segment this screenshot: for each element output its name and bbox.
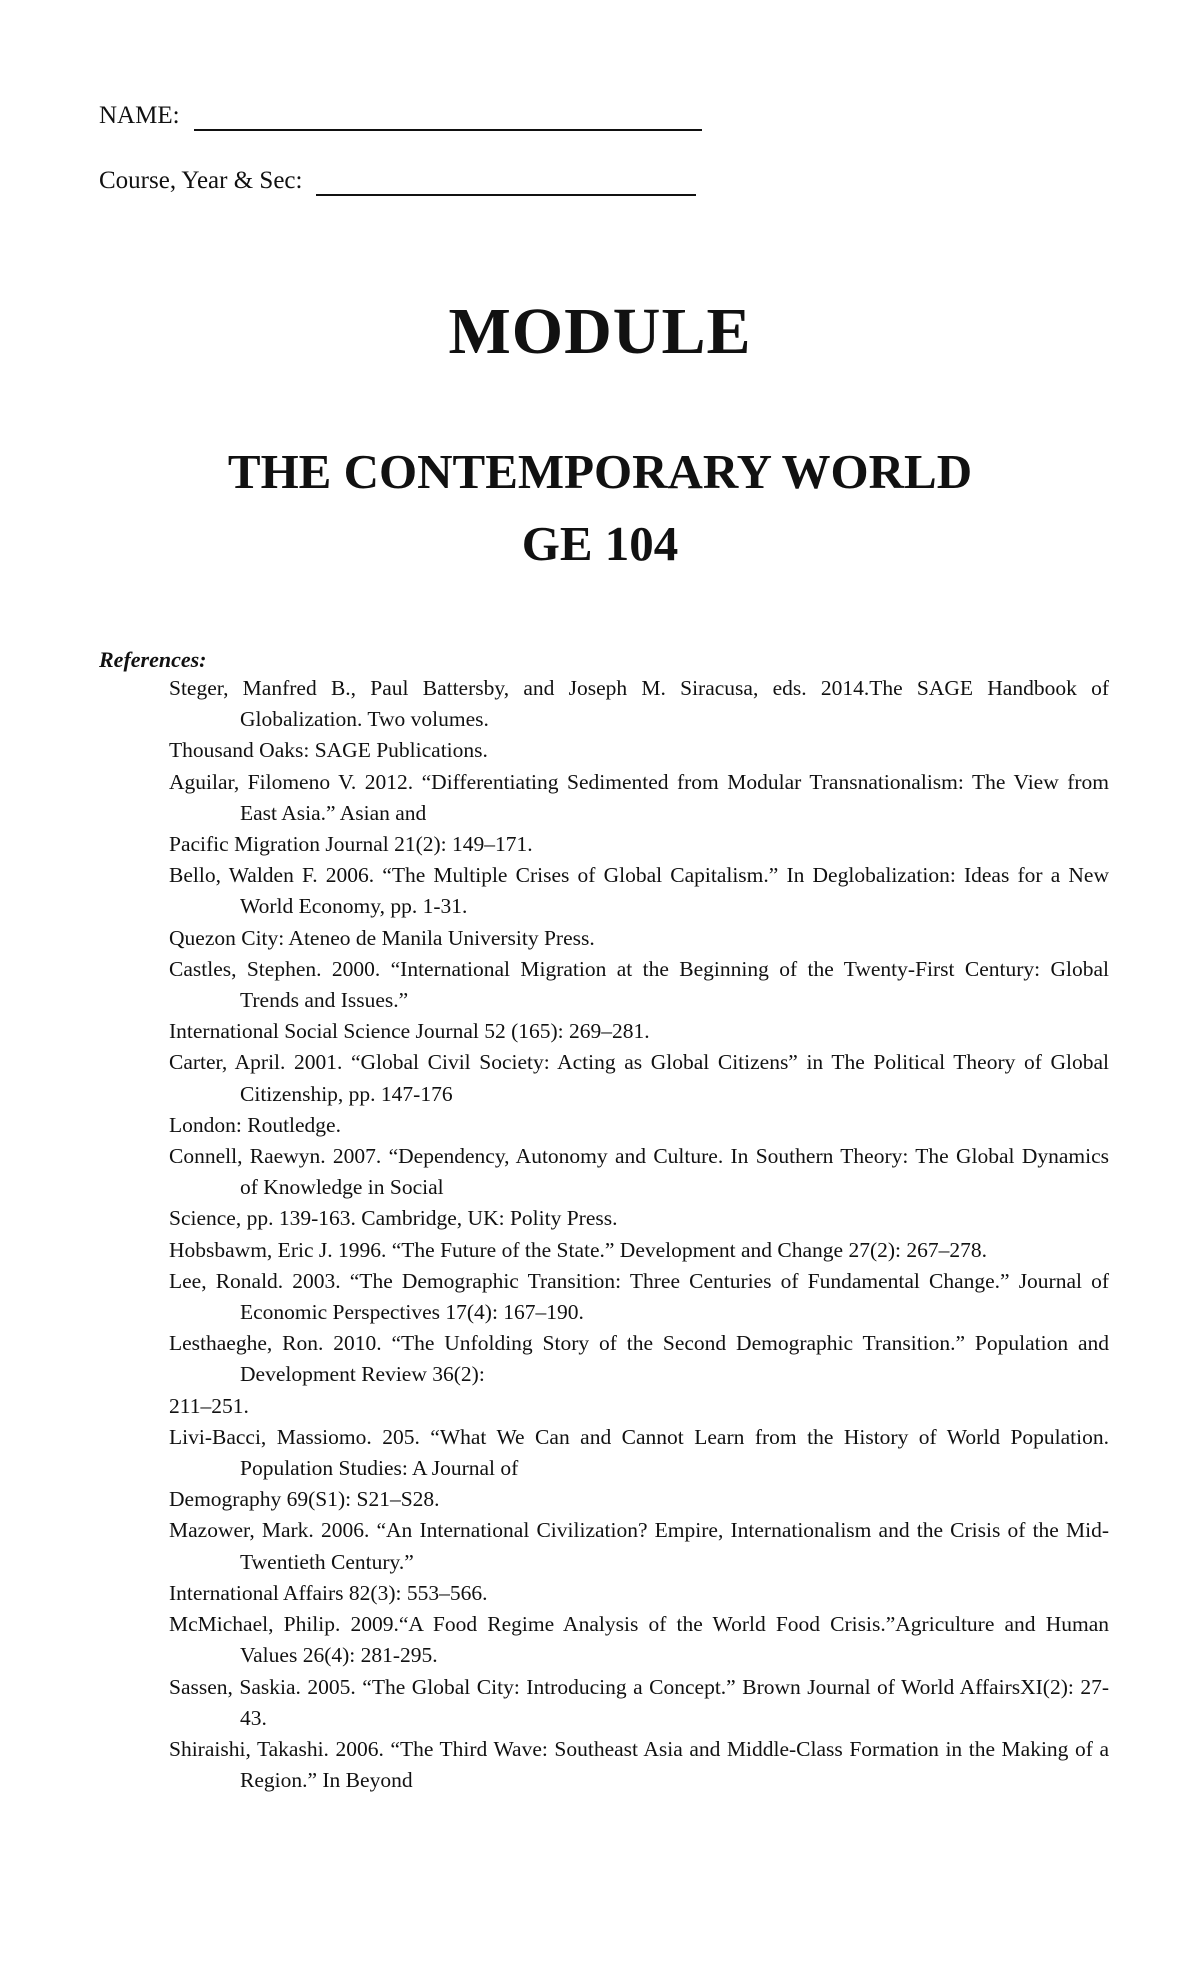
reference-entry: Mazower, Mark. 2006. “An International Civilization? Empire, Internationalism and the Crisis of the Mid-Twentieth Century.”: [169, 1518, 1109, 1574]
name-field: [99, 101, 702, 131]
reference-entry: Carter, April. 2001. “Global Civil Society: Acting as Global Citizens” in The Political Theory of Global Citizenship, pp. 147-176: [169, 1050, 1109, 1106]
reference-list: [169, 673, 1109, 1796]
reference-entry: Shiraishi, Takashi. 2006. “The Third Wave: Southeast Asia and Middle-Class Formation in the Making of a Region.” In Beyond: [169, 1736, 1109, 1793]
reference-entry: Steger, Manfred B., Paul Battersby, and Joseph M. Siracusa, eds. 2014.The SAGE Handbook of Globalization. Two volumes.: [169, 676, 1109, 732]
reference-entry: Pacific Migration Journal 21(2): 149–171.: [169, 832, 533, 857]
reference-entry: International Affairs 82(3): 553–566.: [169, 1580, 488, 1605]
course-year-section-field: [99, 166, 696, 196]
reference-entry: Lesthaeghe, Ron. 2010. “The Unfolding Story of the Second Demographic Transition.” Population and Development Review 36(2):: [169, 1331, 1109, 1387]
course-code: GE 104: [521, 516, 679, 571]
name-label: NAME:: [99, 102, 180, 129]
reference-entry: Science, pp. 139-163. Cambridge, UK: Polity Press.: [169, 1206, 618, 1231]
reference-entry: Aguilar, Filomeno V. 2012. “Differentiating Sedimented from Modular Transnationalism: The View from East Asia.” Asian and: [169, 769, 1109, 825]
reference-entry: Hobsbawm, Eric J. 1996. “The Future of the State.” Development and Change 27(2): 267–278.: [169, 1237, 988, 1262]
module-title: MODULE: [448, 295, 752, 368]
reference-entry: Thousand Oaks: SAGE Publications.: [169, 738, 488, 763]
references-heading: References:: [99, 647, 207, 672]
reference-entry: McMichael, Philip. 2009.“A Food Regime Analysis of the World Food Crisis.”Agriculture and Human Values 26(4): 281-295.: [169, 1612, 1109, 1668]
reference-entry: Castles, Stephen. 2000. “International Migration at the Beginning of the Twenty-First Century: Global Trends and Issues.”: [169, 956, 1109, 1013]
reference-entry: Lee, Ronald. 2003. “The Demographic Transition: Three Centuries of Fundamental Change.” Journal of Economic Perspectives 17(4): 167–190.: [169, 1268, 1109, 1325]
name-blank-line: [194, 105, 702, 131]
reference-entry: Bello, Walden F. 2006. “The Multiple Crises of Global Capitalism.” In Deglobalization: Ideas for a New World Economy, pp. 1-31.: [169, 863, 1109, 919]
reference-entry: Quezon City: Ateneo de Manila University Press.: [169, 925, 595, 950]
reference-entry: Livi-Bacci, Massiomo. 205. “What We Can and Cannot Learn from the History of World Population. Population Studies: A Journal of: [169, 1424, 1109, 1481]
reference-entry: Sassen, Saskia. 2005. “The Global City: Introducing a Concept.” Brown Journal of World AffairsXI(2): 27-43.: [169, 1674, 1109, 1730]
course-year-section-label: Course, Year & Sec:: [99, 167, 303, 194]
course-title: THE CONTEMPORARY WORLD: [227, 444, 973, 499]
reference-entry: 211–251.: [169, 1393, 249, 1418]
reference-entry: Demography 69(S1): S21–S28.: [169, 1487, 440, 1512]
reference-entry: International Social Science Journal 52 (165): 269–281.: [169, 1019, 650, 1044]
reference-entry: Connell, Raewyn. 2007. “Dependency, Autonomy and Culture. In Southern Theory: The Global Dynamics of Knowledge in Social: [169, 1144, 1109, 1200]
reference-entry: London: Routledge.: [169, 1112, 341, 1137]
course-year-section-blank-line: [316, 170, 696, 196]
